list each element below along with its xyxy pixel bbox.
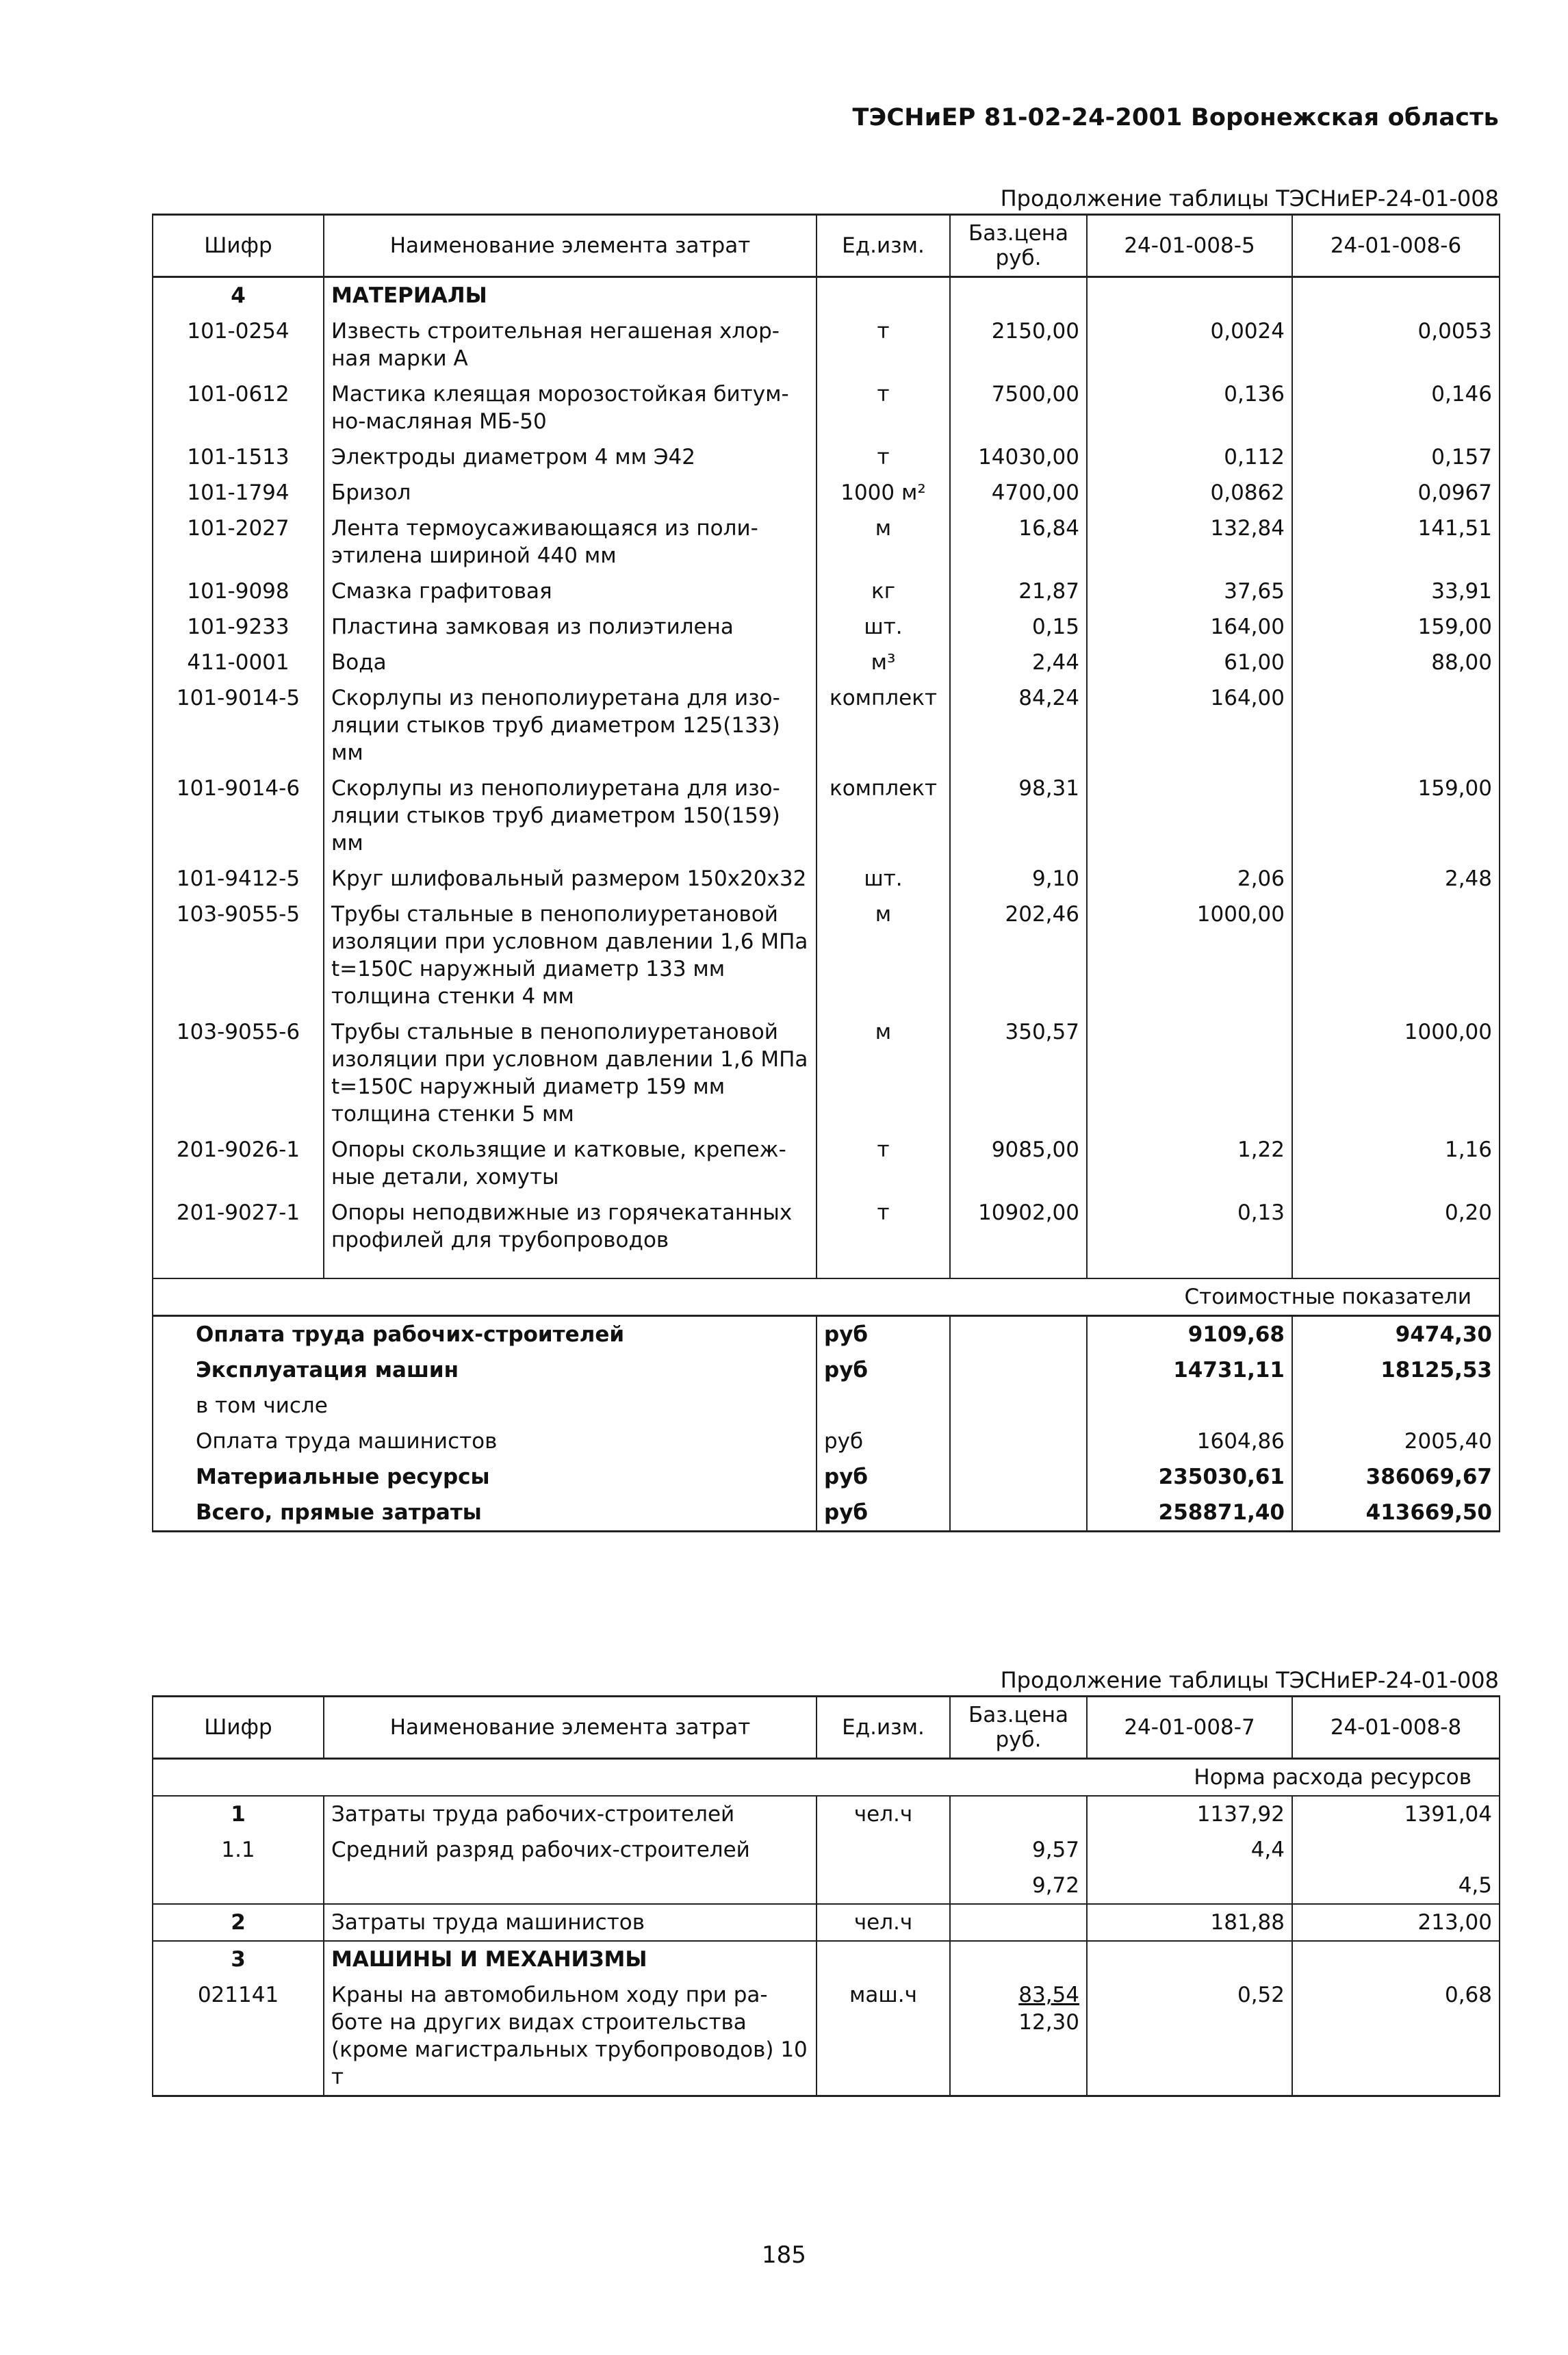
cell-value-2 xyxy=(1292,897,1500,1014)
table-row xyxy=(153,1832,1500,1868)
cell-value-2: 159,00 xyxy=(1292,609,1500,645)
cell-code: 101-9014-6 xyxy=(153,771,324,861)
cell-value-1: 0,0862 xyxy=(1087,475,1292,511)
header-code: Шифр xyxy=(153,215,324,277)
cell-unit: т xyxy=(817,376,950,439)
cell-name: Мастика клеящая морозостойкая битум-но-масляная МБ-50 xyxy=(324,376,817,439)
cell-value-1: 0,0024 xyxy=(1087,313,1292,376)
summary-value-2: 413669,50 xyxy=(1292,1495,1500,1532)
cell-name: Средний разряд рабочих-строителей xyxy=(324,1832,817,1868)
cell-price: 202,46 xyxy=(950,897,1087,1014)
cell-value-2: 0,20 xyxy=(1292,1195,1500,1258)
cell-name: Скорлупы из пенополиуретана для изо-ляции стыков труб диаметром 150(159) мм xyxy=(324,771,817,861)
materials-table xyxy=(152,214,1500,1532)
cell-name: Круг шлифовальный размером 150x20x32 xyxy=(324,861,817,897)
cell-value-1 xyxy=(1087,1868,1292,1904)
cell-unit: шт. xyxy=(817,609,950,645)
cell-code: 1.1 xyxy=(153,1832,324,1868)
cell-price: 98,31 xyxy=(950,771,1087,861)
cell-value-2: 0,157 xyxy=(1292,439,1500,475)
price-bottom: 12,30 xyxy=(1018,2010,1079,2035)
cell-price: 9085,00 xyxy=(950,1132,1087,1195)
cell-value-1: 0,13 xyxy=(1087,1195,1292,1258)
cell-name: Краны на автомобильном ходу при ра-боте на других видах строительства (кроме магистральных трубопроводов) 10 т xyxy=(324,1977,817,2096)
header-col-6: 24-01-008-6 xyxy=(1292,215,1500,277)
table-row xyxy=(153,897,1500,1014)
cell-value-1: 1000,00 xyxy=(1087,897,1292,1014)
cell-unit: чел.ч xyxy=(817,1904,950,1941)
table-header-row xyxy=(153,215,1500,277)
summary-price xyxy=(950,1495,1087,1532)
cost-indicators-row xyxy=(153,1278,1500,1316)
cell-unit xyxy=(817,1832,950,1868)
summary-value-2: 9474,30 xyxy=(1292,1316,1500,1353)
cell-price: 9,57 xyxy=(950,1832,1087,1868)
summary-label: в том числе xyxy=(153,1388,817,1424)
summary-label: Оплата труда рабочих-строителей xyxy=(153,1316,817,1353)
cell-code: 411-0001 xyxy=(153,645,324,680)
document-title: ТЭСНиЕР 81-02-24-2001 Воронежская область xyxy=(852,104,1499,131)
cost-indicators-label: Стоимостные показатели xyxy=(153,1278,1500,1316)
table-row xyxy=(153,1132,1500,1195)
cell-unit: 1000 м² xyxy=(817,475,950,511)
cell-value-2 xyxy=(1292,680,1500,771)
summary-unit xyxy=(817,1388,950,1424)
cell-unit: м xyxy=(817,1014,950,1132)
header-price: Баз.цена руб. xyxy=(950,1697,1087,1759)
cell-value-2: 88,00 xyxy=(1292,645,1500,680)
cell-name: Известь строительная негашеная хлор-ная марки А xyxy=(324,313,817,376)
table-caption: Продолжение таблицы ТЭСНиЕР-24-01-008 xyxy=(1000,185,1499,211)
cell-code: 1 xyxy=(153,1796,324,1832)
cell-price: 16,84 xyxy=(950,511,1087,574)
summary-value-2 xyxy=(1292,1388,1500,1424)
table-row xyxy=(153,475,1500,511)
page-number: 185 xyxy=(762,2241,806,2269)
cell-name: Скорлупы из пенополиуретана для изо-ляции стыков труб диаметром 125(133) мм xyxy=(324,680,817,771)
summary-price xyxy=(950,1352,1087,1388)
table-header-row xyxy=(153,1697,1500,1759)
cell-unit: маш.ч xyxy=(817,1977,950,2096)
summary-unit: руб xyxy=(817,1459,950,1495)
cell-value-1: 181,88 xyxy=(1087,1904,1292,1941)
summary-row xyxy=(153,1316,1500,1353)
summary-row xyxy=(153,1388,1500,1424)
summary-unit: руб xyxy=(817,1424,950,1459)
cell-name: Затраты труда машинистов xyxy=(324,1904,817,1941)
cell-price: 14030,00 xyxy=(950,439,1087,475)
cell-price xyxy=(950,1977,1087,2096)
cell-code: 101-9014-5 xyxy=(153,680,324,771)
cell-code xyxy=(153,1868,324,1904)
header-price: Баз.цена руб. xyxy=(950,215,1087,277)
cell-value-1: 4,4 xyxy=(1087,1832,1292,1868)
cell-value-1: 0,112 xyxy=(1087,439,1292,475)
cell-code: 101-1794 xyxy=(153,475,324,511)
summary-value-1: 258871,40 xyxy=(1087,1495,1292,1532)
summary-label: Всего, прямые затраты xyxy=(153,1495,817,1532)
summary-label: Материальные ресурсы xyxy=(153,1459,817,1495)
norm-label: Норма расхода ресурсов xyxy=(153,1759,1500,1797)
cell-price: 4700,00 xyxy=(950,475,1087,511)
cell-code: 101-1513 xyxy=(153,439,324,475)
summary-unit: руб xyxy=(817,1495,950,1532)
cell-value-1: 0,136 xyxy=(1087,376,1292,439)
summary-value-1: 235030,61 xyxy=(1087,1459,1292,1495)
summary-row xyxy=(153,1352,1500,1388)
summary-price xyxy=(950,1459,1087,1495)
cell-value-2: 1,16 xyxy=(1292,1132,1500,1195)
summary-value-2: 18125,53 xyxy=(1292,1352,1500,1388)
cell-unit xyxy=(817,1868,950,1904)
header-unit: Ед.изм. xyxy=(817,1697,950,1759)
cell-price: 0,15 xyxy=(950,609,1087,645)
cell-name: Электроды диаметром 4 мм Э42 xyxy=(324,439,817,475)
cell-name: Трубы стальные в пенополиуретановой изоляции при условном давлении 1,6 МПа t=150С наружный диаметр 133 мм толщина стенки 4 мм xyxy=(324,897,817,1014)
summary-value-1: 1604,86 xyxy=(1087,1424,1292,1459)
cell-value-1 xyxy=(1087,771,1292,861)
header-col-7: 24-01-008-7 xyxy=(1087,1697,1292,1759)
table-row xyxy=(153,1796,1500,1832)
cell-code: 103-9055-6 xyxy=(153,1014,324,1132)
header-name: Наименование элемента затрат xyxy=(324,1697,817,1759)
cell-value-1: 164,00 xyxy=(1087,609,1292,645)
table-row xyxy=(153,771,1500,861)
cell-unit: т xyxy=(817,1195,950,1258)
cell-price: 21,87 xyxy=(950,574,1087,609)
header-name: Наименование элемента затрат xyxy=(324,215,817,277)
cell-price: 350,57 xyxy=(950,1014,1087,1132)
cell-value-2: 141,51 xyxy=(1292,511,1500,574)
cell-name: Опоры скользящие и катковые, крепеж-ные детали, хомуты xyxy=(324,1132,817,1195)
cell-unit: чел.ч xyxy=(817,1796,950,1832)
cell-value-2: 0,146 xyxy=(1292,376,1500,439)
cell-code: 101-9412-5 xyxy=(153,861,324,897)
cell-unit: кг xyxy=(817,574,950,609)
cell-value-2: 33,91 xyxy=(1292,574,1500,609)
header-unit: Ед.изм. xyxy=(817,215,950,277)
table-row xyxy=(153,1868,1500,1904)
cell-value-2: 4,5 xyxy=(1292,1868,1500,1904)
cell-unit: комплект xyxy=(817,680,950,771)
cell-value-2: 159,00 xyxy=(1292,771,1500,861)
cell-price: 9,10 xyxy=(950,861,1087,897)
cell-unit: т xyxy=(817,439,950,475)
cell-value-2: 0,0053 xyxy=(1292,313,1500,376)
cell-unit: шт. xyxy=(817,861,950,897)
cell-value-1: 0,52 xyxy=(1087,1977,1292,2096)
cell-price: 84,24 xyxy=(950,680,1087,771)
section-name: МАШИНЫ И МЕХАНИЗМЫ xyxy=(324,1941,817,1977)
cell-code: 021141 xyxy=(153,1977,324,2096)
table-row xyxy=(153,574,1500,609)
cell-value-2: 1000,00 xyxy=(1292,1014,1500,1132)
cell-name: Пластина замковая из полиэтилена xyxy=(324,609,817,645)
norm-row xyxy=(153,1759,1500,1797)
cell-value-2 xyxy=(1292,1832,1500,1868)
summary-label: Оплата труда машинистов xyxy=(153,1424,817,1459)
cell-price: 9,72 xyxy=(950,1868,1087,1904)
cell-code: 201-9026-1 xyxy=(153,1132,324,1195)
section-row xyxy=(153,277,1500,314)
cell-value-1: 1,22 xyxy=(1087,1132,1292,1195)
cell-name: Лента термоусаживающаяся из поли-этилена шириной 440 мм xyxy=(324,511,817,574)
cell-code: 101-0254 xyxy=(153,313,324,376)
summary-label: Эксплуатация машин xyxy=(153,1352,817,1388)
section-code: 4 xyxy=(153,277,324,314)
table-row xyxy=(153,1014,1500,1132)
cell-value-1: 1137,92 xyxy=(1087,1796,1292,1832)
section-row xyxy=(153,1941,1500,1977)
cell-code: 101-0612 xyxy=(153,376,324,439)
header-col-5: 24-01-008-5 xyxy=(1087,215,1292,277)
cell-code: 101-2027 xyxy=(153,511,324,574)
summary-price xyxy=(950,1316,1087,1353)
table-row xyxy=(153,861,1500,897)
table-row xyxy=(153,609,1500,645)
cell-price xyxy=(950,1904,1087,1941)
table-caption-2: Продолжение таблицы ТЭСНиЕР-24-01-008 xyxy=(1000,1667,1499,1693)
table-row xyxy=(153,313,1500,376)
cell-value-2: 213,00 xyxy=(1292,1904,1500,1941)
cell-name: Смазка графитовая xyxy=(324,574,817,609)
summary-price xyxy=(950,1424,1087,1459)
cell-unit: м xyxy=(817,511,950,574)
cell-price: 2150,00 xyxy=(950,313,1087,376)
table-row xyxy=(153,439,1500,475)
cell-code: 201-9027-1 xyxy=(153,1195,324,1258)
cell-name: Опоры неподвижные из горячекатанных профилей для трубопроводов xyxy=(324,1195,817,1258)
table-row xyxy=(153,511,1500,574)
cell-price: 10902,00 xyxy=(950,1195,1087,1258)
table-row xyxy=(153,1195,1500,1258)
cell-code: 101-9233 xyxy=(153,609,324,645)
summary-value-1: 9109,68 xyxy=(1087,1316,1292,1353)
section-code: 3 xyxy=(153,1941,324,1977)
table-row xyxy=(153,1904,1500,1941)
cell-unit: м xyxy=(817,897,950,1014)
section-name: МАТЕРИАЛЫ xyxy=(324,277,817,314)
summary-value-2: 386069,67 xyxy=(1292,1459,1500,1495)
summary-value-2: 2005,40 xyxy=(1292,1424,1500,1459)
cell-price: 7500,00 xyxy=(950,376,1087,439)
table-row xyxy=(153,680,1500,771)
cell-value-2: 0,68 xyxy=(1292,1977,1500,2096)
resources-table xyxy=(152,1695,1500,2097)
cell-unit: м³ xyxy=(817,645,950,680)
price-top: 83,54 xyxy=(1018,1983,1079,2007)
summary-price xyxy=(950,1388,1087,1424)
cell-value-1: 132,84 xyxy=(1087,511,1292,574)
cell-code: 103-9055-5 xyxy=(153,897,324,1014)
table-row xyxy=(153,645,1500,680)
header-col-8: 24-01-008-8 xyxy=(1292,1697,1500,1759)
cell-value-2: 1391,04 xyxy=(1292,1796,1500,1832)
cell-value-2: 2,48 xyxy=(1292,861,1500,897)
cell-value-2: 0,0967 xyxy=(1292,475,1500,511)
cell-unit: т xyxy=(817,313,950,376)
summary-row xyxy=(153,1459,1500,1495)
cell-value-1: 37,65 xyxy=(1087,574,1292,609)
cell-name: Трубы стальные в пенополиуретановой изоляции при условном давлении 1,6 МПа t=150С наружный диаметр 159 мм толщина стенки 5 мм xyxy=(324,1014,817,1132)
summary-unit: руб xyxy=(817,1316,950,1353)
summary-unit: руб xyxy=(817,1352,950,1388)
summary-row xyxy=(153,1424,1500,1459)
cell-price: 2,44 xyxy=(950,645,1087,680)
cell-code: 101-9098 xyxy=(153,574,324,609)
cell-name xyxy=(324,1868,817,1904)
summary-value-1: 14731,11 xyxy=(1087,1352,1292,1388)
table-row xyxy=(153,1977,1500,2096)
summary-row xyxy=(153,1495,1500,1532)
cell-name: Бризол xyxy=(324,475,817,511)
cell-value-1: 164,00 xyxy=(1087,680,1292,771)
cell-code: 2 xyxy=(153,1904,324,1941)
cell-price xyxy=(950,1796,1087,1832)
cell-value-1: 2,06 xyxy=(1087,861,1292,897)
cell-name: Затраты труда рабочих-строителей xyxy=(324,1796,817,1832)
cell-name: Вода xyxy=(324,645,817,680)
cell-value-1: 61,00 xyxy=(1087,645,1292,680)
summary-value-1 xyxy=(1087,1388,1292,1424)
cell-value-1 xyxy=(1087,1014,1292,1132)
cell-unit: т xyxy=(817,1132,950,1195)
cell-unit: комплект xyxy=(817,771,950,861)
header-code: Шифр xyxy=(153,1697,324,1759)
table-row xyxy=(153,376,1500,439)
